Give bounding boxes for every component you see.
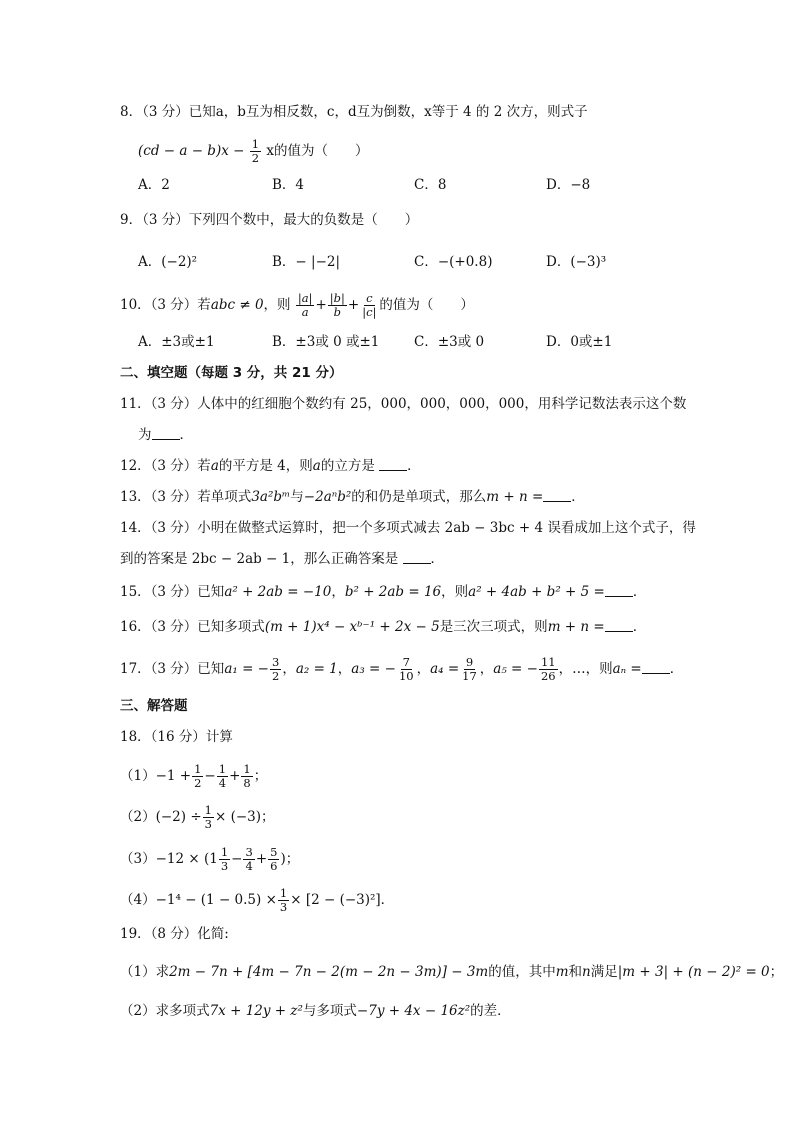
q18-part3: （3）−12 × (1 $\frac{1}{3}$ − $\frac{3}{4}$ + $\frac{5}{6}$ )； bbox=[120, 845, 300, 873]
q12-text: 12．（3 分）若a的平方是 4，则a的立方是 ． bbox=[120, 458, 421, 474]
q14-line1: 14．（3 分）小明在做整式运算时，把一个多项式减去 2ab − 3bc + 4 误看成加上这个式子，得 bbox=[120, 520, 696, 536]
q9-option-a[interactable]: A．(−2)² bbox=[138, 254, 198, 270]
q8-expr-pre: (cd − a − b)x − bbox=[138, 143, 245, 159]
q13-text: 13．（3 分）若单项式3a²bᵐ与−2aⁿb²的和仍是单项式，那么m + n = ． bbox=[120, 489, 585, 505]
q10-option-b[interactable]: B．±3或 0 或±1 bbox=[272, 334, 380, 350]
q10-option-c[interactable]: C．±3或 0 bbox=[414, 334, 485, 350]
q9-text: 9．（3 分）下列四个数中，最大的负数是（ ） bbox=[120, 212, 419, 228]
q10-condition: abc ≠ 0 bbox=[210, 297, 264, 313]
q10-fraction-c: $\frac{c}{|c|}$ bbox=[362, 291, 377, 319]
q9-option-b[interactable]: B．− |−2| bbox=[272, 254, 341, 270]
q18-part2: （2）(−2) ÷ $\frac{1}{3}$ × (−3)； bbox=[120, 803, 275, 831]
q14-line2: 到的答案是 2bc − 2ab − 1，那么正确答案是 ． bbox=[120, 551, 445, 567]
q10-option-a[interactable]: A．±3或±1 bbox=[138, 334, 215, 350]
q17-frac-a4: $\frac{9}{17}$ bbox=[462, 655, 477, 683]
q17-text: 17．（3 分）已知a₁ = − $\frac{3}{2}$ ，a₂ = 1，a₃ = − $\frac{7}{10}$ ，a₄ = $\frac{9}{17}$ ，a₅ = − $\frac{11}{26}$ ，…，则aₙ = ． bbox=[120, 655, 684, 683]
q17-frac-a3: $\frac{7}{10}$ bbox=[398, 655, 414, 683]
q11-answer-blank[interactable] bbox=[152, 427, 180, 440]
q16-text: 16．（3 分）已知多项式(m + 1)x⁴ − xᵇ⁻¹ + 2x − 5是三次三项式，则m + n = ． bbox=[120, 619, 647, 635]
q17-frac-a5: $\frac{11}{26}$ bbox=[540, 655, 556, 683]
q18-part1: （1）−1 + $\frac{1}{2}$ − $\frac{1}{4}$ + $\frac{1}{8}$ ； bbox=[120, 762, 268, 790]
q8-option-a[interactable]: A．2 bbox=[138, 177, 170, 193]
q11-line1: 11．（3 分）人体中的红细胞个数约有 25，000，000，000，000，用科学记数法表示这个数 bbox=[120, 396, 687, 412]
q17-answer-blank[interactable] bbox=[642, 661, 670, 674]
q15-answer-blank[interactable] bbox=[605, 584, 633, 597]
section-fill-in-blank-heading: 二、填空题（每题 3 分，共 21 分） bbox=[120, 365, 343, 381]
q10-fraction-b: $\frac{|b|}{b}$ bbox=[329, 291, 345, 319]
q19-part2: （2）求多项式7x + 12y + z²与多项式−7y + 4x − 16z²的差． bbox=[120, 1003, 511, 1019]
q9-option-d[interactable]: D．(−3)³ bbox=[546, 254, 607, 270]
q18-title: 18．（16 分）计算 bbox=[120, 729, 233, 745]
q10-pre: 10．（3 分）若 bbox=[120, 297, 211, 313]
q8-fraction: $\frac{1}{2}$ bbox=[251, 137, 260, 165]
q17-frac-a1: $\frac{3}{2}$ bbox=[271, 655, 280, 683]
q10-options bbox=[138, 332, 658, 352]
section-solve-heading: 三、解答题 bbox=[120, 698, 188, 714]
q10-text: 10．（3 分）若abc ≠ 0，则 $\frac{|a|}{a}$ + $\frac{|b|}{b}$ + $\frac{c}{|c|}$ 的值为（ ） bbox=[120, 291, 474, 319]
q8-option-c[interactable]: C．8 bbox=[414, 177, 447, 193]
q8-options bbox=[138, 175, 658, 195]
q14-answer-blank[interactable] bbox=[403, 551, 431, 564]
q8-expr-post: x的值为（ ） bbox=[266, 143, 369, 159]
q8-option-b[interactable]: B．4 bbox=[272, 177, 305, 193]
q19-part1: （1）求2m − 7n + [4m − 7n − 2(m − 2n − 3m)] − 3m的值，其中m和n满足|m + 3| + (n − 2)² = 0； bbox=[120, 964, 784, 980]
q8-option-d[interactable]: D．−8 bbox=[546, 177, 591, 193]
q13-answer-blank[interactable] bbox=[543, 489, 571, 502]
q15-text: 15．（3 分）已知a² + 2ab = −10，b² + 2ab = 16，则a² + 4ab + b² + 5 = ． bbox=[120, 584, 647, 600]
q11-line2: 为 ． bbox=[138, 427, 193, 443]
q10-fraction-a: $\frac{|a|}{a}$ bbox=[297, 291, 313, 319]
q16-answer-blank[interactable] bbox=[605, 619, 633, 632]
q9-option-c[interactable]: C．−(+0.8) bbox=[414, 254, 493, 270]
q9-options bbox=[138, 252, 658, 272]
q10-mid: ，则 bbox=[263, 297, 291, 313]
q8-line1: 8．（3 分）已知a，b互为相反数，c，d互为倒数，x等于 4 的 2 次方，则式子 bbox=[120, 104, 588, 120]
q8-expression bbox=[138, 138, 368, 165]
q10-post: 的值为（ ） bbox=[379, 297, 474, 313]
q19-title: 19．（8 分）化简: bbox=[120, 926, 229, 942]
q18-part4: （4）−1⁴ − (1 − 0.5) × $\frac{1}{3}$ × [2 − (−3)²]． bbox=[120, 886, 395, 914]
q10-option-d[interactable]: D．0或±1 bbox=[546, 334, 613, 350]
q12-answer-blank[interactable] bbox=[379, 458, 407, 471]
